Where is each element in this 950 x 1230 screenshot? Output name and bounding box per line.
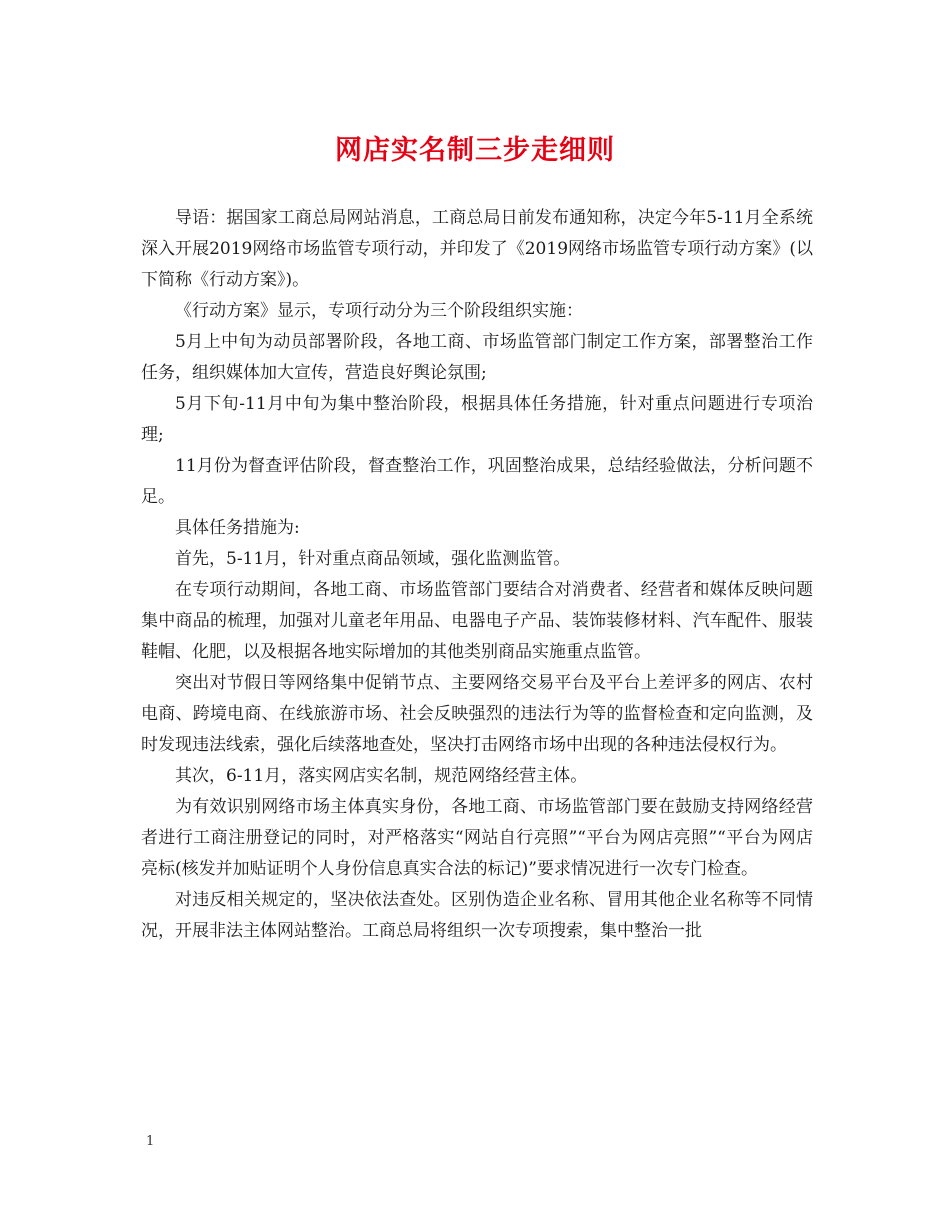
paragraph-key-goods: 在专项行动期间，各地工商、市场监管部门要结合对消费者、经营者和媒体反映问题集中商品的梳理，加强对儿童老年用品、电器电子产品、装饰装修材料、汽车配件、服装鞋帽、化肥，以及根据各地实际增加的其他类别商品实施重点监管。 xyxy=(141,580,813,662)
paragraph-enforcement: 对违反相关规定的，坚决依法查处。区别伪造企业名称、冒用其他企业名称等不同情况，开展非法主体网站整治。工商总局将组织一次专项搜索，集中整治一批 xyxy=(141,890,813,941)
paragraph-phase-3: 11月份为督查评估阶段，督查整治工作，巩固整治成果，总结经验做法，分析问题不足。 xyxy=(141,456,813,507)
paragraph-intro: 导语：据国家工商总局网站消息，工商总局日前发布通知称，决定今年5-11月全系统深入开展2019网络市场监管专项行动，并印发了《2019网络市场监管专项行动方案》(以下简称《行动方案》)。 xyxy=(141,208,813,290)
paragraph-second-measure: 其次，6-11月，落实网店实名制，规范网络经营主体。 xyxy=(175,766,588,786)
paragraph-phase-1: 5月上中旬为动员部署阶段，各地工商、市场监管部门制定工作方案，部署整治工作任务，组织媒体加大宣传，营造良好舆论氛围; xyxy=(141,332,813,383)
paragraph-measures-heading: 具体任务措施为: xyxy=(175,518,300,538)
document-title: 网店实名制三步走细则 xyxy=(335,135,615,166)
document-body xyxy=(141,203,813,947)
paragraph-first-measure: 首先，5-11月，针对重点商品领域，强化监测监管。 xyxy=(175,549,571,569)
paragraph-phases-overview: 《行动方案》显示，专项行动分为三个阶段组织实施： xyxy=(175,301,583,321)
paragraph-key-nodes: 突出对节假日等网络集中促销节点、主要网络交易平台及平台上差评多的网店、农村电商、跨境电商、在线旅游市场、社会反映强烈的违法行为等的监督检查和定向监测，及时发现违法线索，强化后续落地查处，坚决打击网络市场中出现的各种违法侵权行为。 xyxy=(141,673,813,755)
page-number: 1 xyxy=(146,1134,155,1149)
paragraph-phase-2: 5月下旬-11月中旬为集中整治阶段，根据具体任务措施，针对重点问题进行专项治理; xyxy=(141,394,813,445)
paragraph-real-name: 为有效识别网络市场主体真实身份，各地工商、市场监管部门要在鼓励支持网络经营者进行工商注册登记的同时，对严格落实“网站自行亮照”“平台为网店亮照”“平台为网店亮标(核发并加贴证明个人身份信息真实合法的标记)”要求情况进行一次专门检查。 xyxy=(141,797,813,879)
